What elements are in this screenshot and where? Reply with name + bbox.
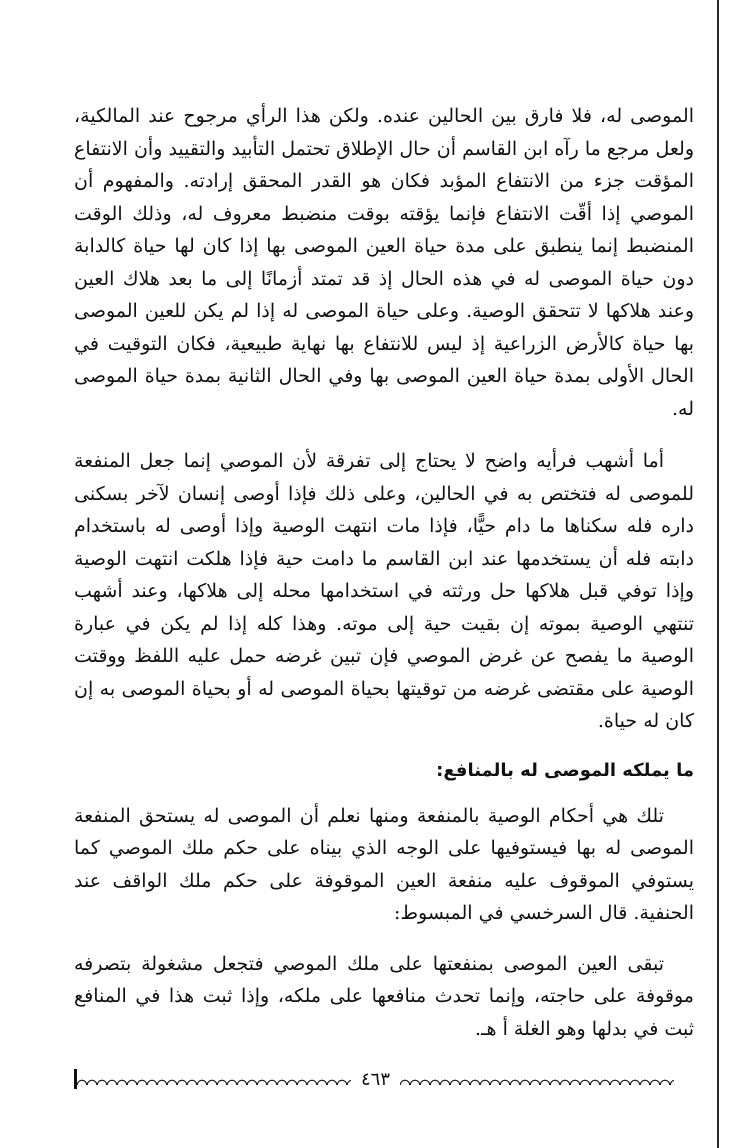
page-number: ٤٦٣ [361, 1068, 391, 1090]
paragraph-3: تلك هي أحكام الوصية بالمنفعة ومنها نعلم أن الموصى له يستحق المنفعة الموصى له بها فيستوفيها على الوجه الذي بيناه على حكم ملك الموصي كما يستوفي الموقوف عليه منفعة العين الموقوفة على حكم ملك الواقف عند الحنفية. قال السرخسي في المبسوط: [74, 804, 694, 924]
paragraph-1: الموصى له، فلا فارق بين الحالين عنده. ولكن هذا الرأي مرجوح عند المالكية، ولعل مرجع ما رآه ابن القاسم أن حال الإطلاق تحتمل التأبيد والتقييد وأن الانتفاع المؤقت جزء من الانتفاع المؤبد فكان هو القدر المحقق إرادته. والمفهوم أن الموصي إذا أقّت الانتفاع فإنما يؤقته بوقت منضبط معروف له، وذلك الوقت المنضبط إنما ينطبق على مدة حياة العين الموصى بها إذا كان لها حياة كالدابة دون حياة الموصى له في هذه الحال إذ قد تمتد أزمانًا إلى ما بعد هلاك العين وعند هلاكها لا تتحقق الوصية. وعلى حياة الموصى له إذا لم يكن للعين الموصى بها حياة كالأرض الزراعية إذ ليس للانتفاع بها نهاية طبيعية، فكان التوقيت في الحال الأولى بمدة حياة العين الموصى بها وفي الحال الثانية بمدة حياة الموصى له. [74, 105, 694, 420]
page-footer [74, 1064, 674, 1094]
section-heading: ما يملكه الموصى له بالمنافع: [436, 759, 694, 781]
footer-wave-right [400, 1073, 674, 1085]
paragraph-2: أما أشهب فرأيه واضح لا يحتاج إلى تفرقة لأن الموصي إنما جعل المنفعة للموصى له فتختص به في الحالين، وعلى ذلك فإذا أوصى إنسان لآخر بسكنى داره فله سكناها ما دام حيًّا، فإذا مات انتهت الوصية وإذا أوصى له باستخدام دابته فله أن يستخدمها عند ابن القاسم ما دامت حية فإذا هلكت انتهت الوصية وإذا توفي قبل هلاكها حل ورثته في استخدامها محله إلى هلاكها، وعند أشهب تنتهي الوصية بموته إن بقيت حية إلى موته. وهذا كله إذا لم يكن في عبارة الوصية ما يفصح عن غرض الموصي فإن تبين غرضه حمل عليه اللفظ ووقتت الوصية على مقتضى غرضه من توقيتها بحياة الموصى له أو بحياة الموصى به إن كان له حياة. [74, 450, 694, 732]
quoted-paragraph: تبقى العين الموصى بمنفعتها على ملك الموصي فتجعل مشغولة بتصرفه موقوفة على حاجته، وإنما تحدث منافعها على ملكه، وإذا ثبت هذا في المنافع ثبت في بدلها وهو الغلة أ هـ. [74, 952, 694, 1040]
page-body [74, 100, 694, 1045]
page-edge-rule [717, 0, 719, 1148]
footer-wave-left [77, 1073, 351, 1085]
